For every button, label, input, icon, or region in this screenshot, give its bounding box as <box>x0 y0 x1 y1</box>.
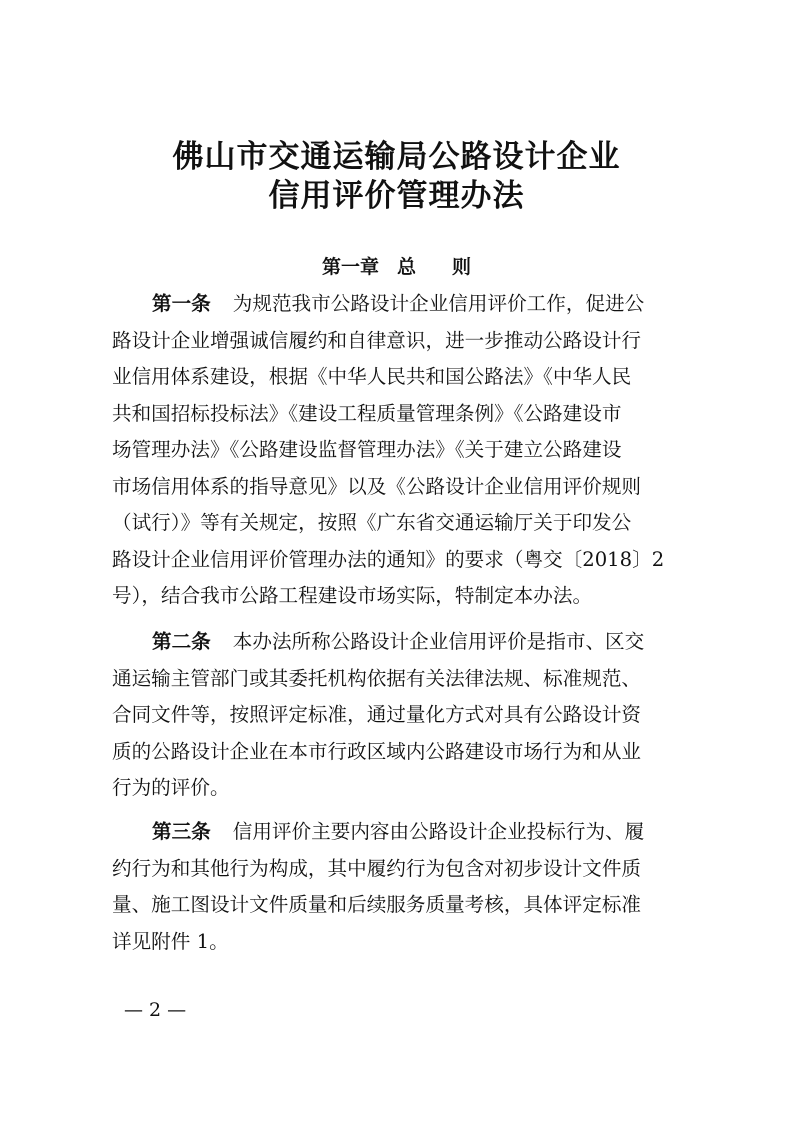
article-2-line-1 <box>112 624 702 661</box>
article-1-line-6: 市场信用体系的指导意见》以及《公路设计企业信用评价规则 <box>112 474 642 498</box>
article-1-line-9: 号），结合我市公路工程建设市场实际，特制定本办法。 <box>112 584 593 607</box>
article-2-line-5: 行为的评价。 <box>112 776 230 799</box>
chapter-number: 第一章 <box>321 256 379 278</box>
article-1-line-5: 场管理办法》《公路建设监督管理办法》《关于建立公路建设 <box>112 438 622 461</box>
article-3-line-3: 量、施工图设计文件质量和后续服务质量考核，具体评定标准 <box>112 893 642 916</box>
article-1-text: 为规范我市公路设计企业信用评价工作，促进公 <box>232 292 645 315</box>
chapter-word-1: 总 <box>396 256 416 278</box>
article-3-line-2: 约行为和其他行为构成，其中履约行为包含对初步设计文件质 <box>112 856 642 880</box>
article-1-line-2: 路设计企业增强诚信履约和自律意识，进一步推动公路设计行 <box>112 328 642 352</box>
article-1-line-8: 路设计企业信用评价管理办法的通知》的要求（粤交〔2018〕2 <box>112 547 665 571</box>
document-title-line-2: 信用评价管理办法 <box>268 178 525 214</box>
article-2-label: 第二条 <box>152 630 211 653</box>
article-3 <box>112 814 702 960</box>
article-2-text: 本办法所称公路设计企业信用评价是指市、区交 <box>232 630 645 653</box>
page-number: — 2 — <box>124 999 187 1021</box>
article-1-label: 第一条 <box>152 292 211 315</box>
document-title-line-1: 佛山市交通运输局公路设计企业 <box>172 139 621 175</box>
article-2-line-2: 通运输主管部门或其委托机构依据有关法律法规、标准规范、 <box>112 666 642 690</box>
article-3-line-1 <box>112 814 702 851</box>
chapter-word-2: 则 <box>452 256 472 278</box>
article-1-line-3: 业信用体系建设，根据《中华人民共和国公路法》《中华人民 <box>112 365 632 388</box>
article-2 <box>112 624 702 807</box>
article-1-line-7: （试行）》等有关规定，按照《广东省交通运输厅关于印发公 <box>112 511 632 534</box>
article-1 <box>112 286 702 615</box>
article-1-line-4: 共和国招标投标法》《建设工程质量管理条例》《公路建设市 <box>112 401 622 425</box>
chapter-heading <box>0 252 793 282</box>
article-2-line-3: 合同文件等，按照评定标准，通过量化方式对具有公路设计资 <box>112 703 642 726</box>
article-3-label: 第三条 <box>152 820 211 843</box>
article-1-line-1 <box>112 286 702 323</box>
article-2-line-4: 质的公路设计企业在本市行政区域内公路建设市场行为和从业 <box>112 739 642 763</box>
article-3-line-4: 详见附件 1。 <box>112 929 229 953</box>
article-3-text: 信用评价主要内容由公路设计企业投标行为、履 <box>232 820 645 843</box>
